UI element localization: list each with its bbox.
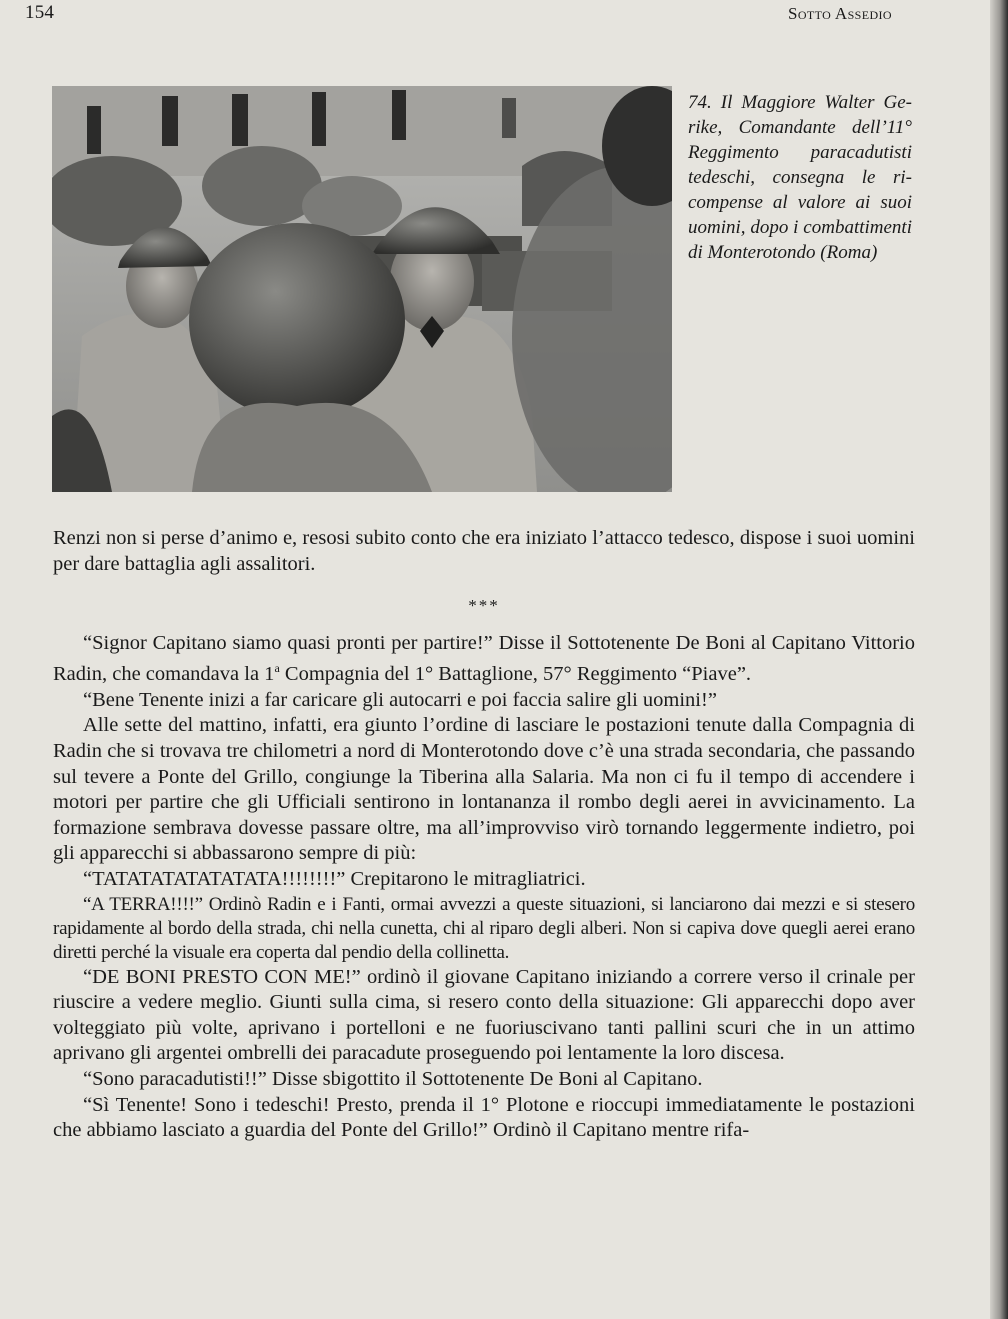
- paragraph: Alle sette del mattino, infatti, era giunto l’ordine di lasciare le postazioni tenute dalla Compagnia di Radin che si trovava tre chilometri a nord di Monterotondo dove c’è una strada secondaria, che passando sul tevere a Ponte del Grillo, congiunge la Tiberina alla Salaria. Ma non ci fu il tempo di accendere i motori per partire che gli Ufficiali sentirono in lontananza il rombo degli aerei in avvicinamento. La formazione sembrava dovesse passare oltre, ma all’improvviso virò tornando leggermente indietro, poi gli apparecchi si abbassarono sempre di più:: [53, 714, 915, 865]
- paragraph: [53, 631, 915, 688]
- paragraph: “Bene Tenente inizi a far caricare gli autocarri e poi faccia salire gli uomini!”: [83, 688, 717, 711]
- figure-caption: 74. Il Maggiore Walter Gerike, Comandante dell’11° Reggimento paracadutisti tedeschi, consegna le ricompense al valore ai suoi uomini, dopo i combattimenti di Monterotondo (Roma): [688, 92, 912, 263]
- paragraph: “A TERRA!!!!” Ordinò Radin e i Fanti, ormai avvezzi a queste situazioni, si lanciarono dai mezzi e si stesero rapidamente al bordo della strada, chi nella cunetta, chi al riparo degli alberi. Non si capiva dove quegli aerei erano diretti perché la visuale era coperta dal pendio della collinetta.: [53, 893, 915, 963]
- page-edge-shadow: [990, 0, 1008, 1319]
- body-text: [53, 526, 915, 1144]
- paragraph: “Sì Tenente! Sono i tedeschi! Presto, prenda il 1° Plotone e rioccupi immediatamente le postazioni che abbiamo lasciato a guardia del Ponte del Grillo!” Ordinò il Capitano mentre rifa-: [53, 1093, 915, 1142]
- photo-illustration: [52, 86, 672, 492]
- section-separator: ***: [468, 596, 500, 616]
- running-title: Sotto Assedio: [787, 4, 892, 23]
- paragraph-text: “Signor Capitano siamo quasi pronti per partire!” Disse il Sottotenente De Boni al Capitano Vittorio Radin, che comandava la 1: [53, 631, 915, 686]
- paragraph: “Sono paracadutisti!!” Disse sbigottito il Sottotenente De Boni al Capitano.: [83, 1067, 703, 1090]
- page-number: 154: [25, 2, 55, 23]
- paragraph: “DE BONI PRESTO CON ME!” ordinò il giovane Capitano iniziando a correre verso il crinale per riuscire a vedere meglio. Giunti sulla cima, si resero conto della situazione: Gli apparecchi dopo aver volteggiato più volte, aprivano i portelloni e ne fuoriuscivano tanti pallini scuri che in un attimo aprivano gli argentei ombrelli dei paracadute proseguendo poi lentamente la loro discesa.: [53, 965, 915, 1065]
- paragraph-text: Compagnia del 1° Battaglione, 57° Reggimento “Piave”.: [279, 663, 752, 686]
- paragraph: Renzi non si perse d’animo e, resosi subito conto che era iniziato l’attacco tedesco, dispose i suoi uomini per dare battaglia agli assalitori.: [53, 527, 915, 575]
- superscript: a: [274, 661, 280, 676]
- paragraph: “TATATATATATATATA!!!!!!!!” Crepitarono le mitragliatrici.: [83, 867, 586, 890]
- figure-photo: [52, 86, 672, 492]
